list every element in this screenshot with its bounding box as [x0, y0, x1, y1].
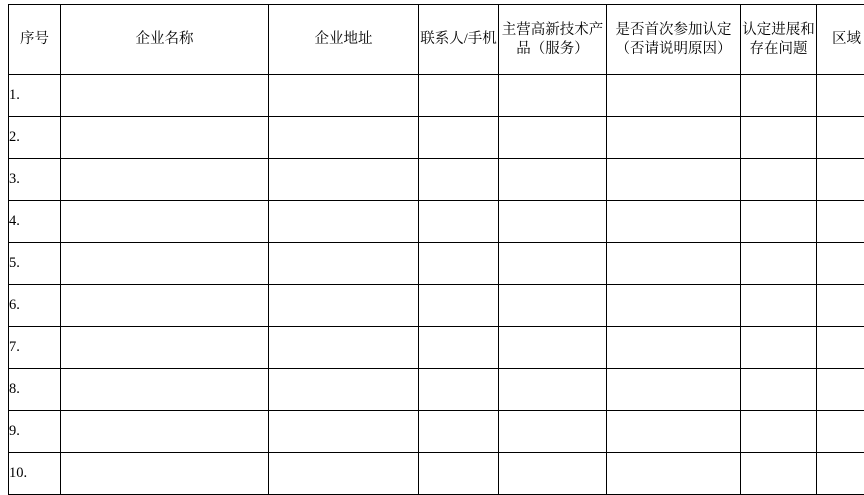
table-row: [9, 285, 864, 327]
cell-contact-phone[interactable]: [419, 159, 499, 201]
cell-enterprise-name[interactable]: [61, 117, 269, 159]
column-header-first-time-application-label: 是否首次参加认定（否请说明原因）: [607, 21, 740, 58]
cell-enterprise-name[interactable]: [61, 75, 269, 117]
column-header-first-time-application: [607, 5, 741, 75]
cell-region[interactable]: [817, 159, 864, 201]
column-header-main-product: [499, 5, 607, 75]
cell-enterprise-name[interactable]: [61, 201, 269, 243]
cell-first-time-application[interactable]: [607, 159, 741, 201]
cell-region[interactable]: [817, 369, 864, 411]
cell-progress-issues[interactable]: [741, 369, 817, 411]
table-row: [9, 369, 864, 411]
cell-first-time-application[interactable]: [607, 453, 741, 495]
table-row: [9, 411, 864, 453]
cell-main-product[interactable]: [499, 75, 607, 117]
column-header-index-label: 序号: [9, 30, 60, 49]
table-header-row-group: [9, 5, 864, 75]
cell-region[interactable]: [817, 243, 864, 285]
cell-enterprise-name[interactable]: [61, 159, 269, 201]
cell-enterprise-name[interactable]: [61, 453, 269, 495]
cell-first-time-application[interactable]: [607, 411, 741, 453]
column-header-region-label: 区域: [817, 30, 864, 49]
table-row: [9, 117, 864, 159]
cell-index: 7.: [9, 327, 61, 369]
cell-region[interactable]: [817, 453, 864, 495]
cell-enterprise-name[interactable]: [61, 411, 269, 453]
cell-main-product[interactable]: [499, 327, 607, 369]
cell-enterprise-address[interactable]: [269, 411, 419, 453]
table-row: [9, 327, 864, 369]
cell-progress-issues[interactable]: [741, 117, 817, 159]
column-header-main-product-label: 主营高新技术产品（服务）: [499, 21, 606, 58]
cell-progress-issues[interactable]: [741, 243, 817, 285]
table-header-row: [9, 5, 864, 75]
cell-first-time-application[interactable]: [607, 117, 741, 159]
table-row: [9, 201, 864, 243]
column-header-region: [817, 5, 864, 75]
cell-enterprise-address[interactable]: [269, 327, 419, 369]
cell-index: 6.: [9, 285, 61, 327]
cell-main-product[interactable]: [499, 159, 607, 201]
cell-index: 1.: [9, 75, 61, 117]
cell-main-product[interactable]: [499, 243, 607, 285]
column-header-enterprise-address: [269, 5, 419, 75]
column-header-contact-phone: [419, 5, 499, 75]
cell-enterprise-address[interactable]: [269, 201, 419, 243]
cell-progress-issues[interactable]: [741, 201, 817, 243]
cell-progress-issues[interactable]: [741, 75, 817, 117]
table-body: [9, 75, 864, 495]
cell-contact-phone[interactable]: [419, 285, 499, 327]
cell-index: 9.: [9, 411, 61, 453]
table-row: [9, 159, 864, 201]
cell-region[interactable]: [817, 327, 864, 369]
cell-index: 8.: [9, 369, 61, 411]
cell-contact-phone[interactable]: [419, 453, 499, 495]
cell-region[interactable]: [817, 201, 864, 243]
cell-enterprise-name[interactable]: [61, 285, 269, 327]
cell-progress-issues[interactable]: [741, 285, 817, 327]
cell-region[interactable]: [817, 411, 864, 453]
cell-main-product[interactable]: [499, 411, 607, 453]
column-header-progress-issues-label: 认定进展和存在问题: [741, 21, 816, 58]
table-row: [9, 243, 864, 285]
cell-enterprise-address[interactable]: [269, 75, 419, 117]
cell-contact-phone[interactable]: [419, 243, 499, 285]
cell-index: 10.: [9, 453, 61, 495]
cell-contact-phone[interactable]: [419, 75, 499, 117]
cell-enterprise-address[interactable]: [269, 243, 419, 285]
column-header-enterprise-address-label: 企业地址: [269, 30, 418, 49]
cell-progress-issues[interactable]: [741, 327, 817, 369]
cell-contact-phone[interactable]: [419, 411, 499, 453]
cell-main-product[interactable]: [499, 369, 607, 411]
cell-index: 5.: [9, 243, 61, 285]
cell-enterprise-name[interactable]: [61, 327, 269, 369]
cell-enterprise-address[interactable]: [269, 453, 419, 495]
cell-enterprise-address[interactable]: [269, 285, 419, 327]
column-header-contact-phone-label: 联系人/手机: [419, 30, 498, 49]
enterprise-list-table-container: [8, 4, 856, 495]
cell-enterprise-name[interactable]: [61, 243, 269, 285]
cell-progress-issues[interactable]: [741, 453, 817, 495]
table-row: [9, 75, 864, 117]
cell-main-product[interactable]: [499, 201, 607, 243]
enterprise-list-table: [8, 4, 864, 495]
column-header-enterprise-name: [61, 5, 269, 75]
cell-progress-issues[interactable]: [741, 411, 817, 453]
cell-enterprise-address[interactable]: [269, 159, 419, 201]
cell-enterprise-address[interactable]: [269, 117, 419, 159]
cell-region[interactable]: [817, 75, 864, 117]
table-row: [9, 453, 864, 495]
cell-main-product[interactable]: [499, 285, 607, 327]
cell-progress-issues[interactable]: [741, 159, 817, 201]
cell-first-time-application[interactable]: [607, 201, 741, 243]
cell-first-time-application[interactable]: [607, 75, 741, 117]
cell-index: 4.: [9, 201, 61, 243]
cell-contact-phone[interactable]: [419, 201, 499, 243]
cell-first-time-application[interactable]: [607, 327, 741, 369]
column-header-index: [9, 5, 61, 75]
cell-enterprise-address[interactable]: [269, 369, 419, 411]
column-header-enterprise-name-label: 企业名称: [61, 30, 268, 49]
cell-contact-phone[interactable]: [419, 117, 499, 159]
cell-region[interactable]: [817, 117, 864, 159]
cell-main-product[interactable]: [499, 453, 607, 495]
cell-first-time-application[interactable]: [607, 369, 741, 411]
cell-first-time-application[interactable]: [607, 243, 741, 285]
cell-enterprise-name[interactable]: [61, 369, 269, 411]
cell-contact-phone[interactable]: [419, 327, 499, 369]
cell-region[interactable]: [817, 285, 864, 327]
cell-index: 3.: [9, 159, 61, 201]
cell-index: 2.: [9, 117, 61, 159]
column-header-progress-issues: [741, 5, 817, 75]
cell-contact-phone[interactable]: [419, 369, 499, 411]
cell-main-product[interactable]: [499, 117, 607, 159]
cell-first-time-application[interactable]: [607, 285, 741, 327]
